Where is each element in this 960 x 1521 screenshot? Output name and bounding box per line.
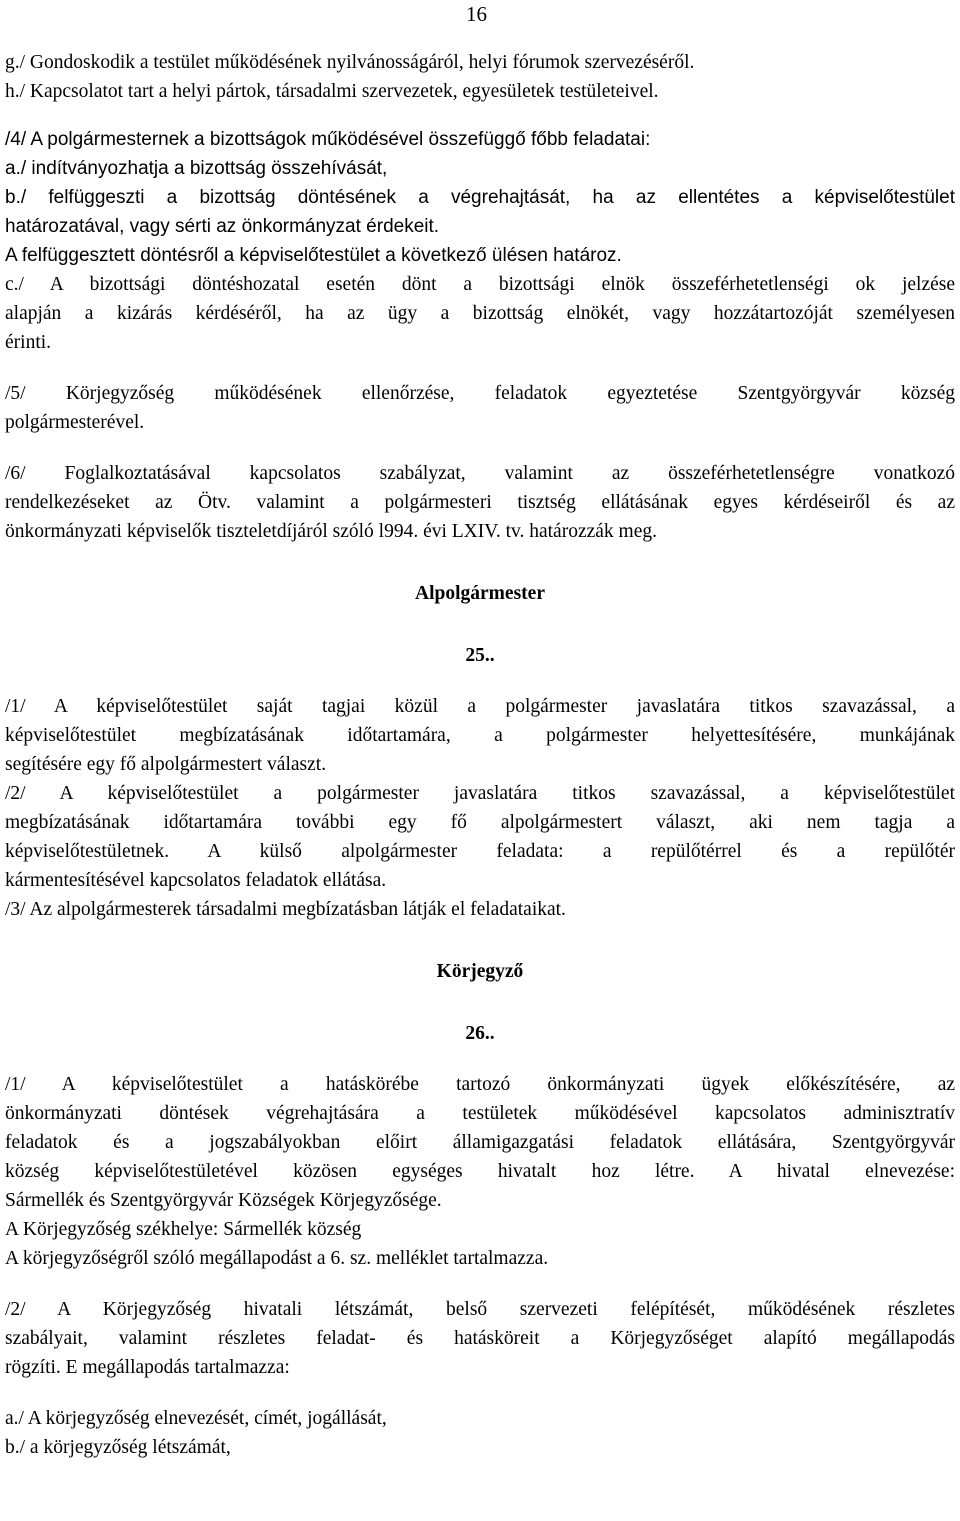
sec24-item-h: h./ Kapcsolatot tart a helyi pártok, társadalmi szervezetek, egyesületek testületeivel. [5, 81, 659, 102]
sec24-p6-line1: /6/ Foglalkoztatásával kapcsolatos szabályzat, valamint az összeférhetetlenségre vonatkozó [5, 463, 955, 484]
sec24-p4-intro: /4/ A polgármesternek a bizottságok működésével összefüggő főbb feladatai: [5, 129, 651, 150]
sec25-p2-line3: képviselőtestületnek. A külső alpolgármester feladata: a repülőtérrel és a repülőtér [5, 841, 955, 862]
sec26-p1-line4: község képviselőtestületével közösen egységes hivatalt hoz létre. A hivatal elnevezése: [5, 1161, 955, 1182]
sec26-p2-item-b: b./ a körjegyzőség létszámát, [5, 1437, 231, 1458]
sec24-p4-a: a./ indítványozhatja a bizottság összehívását, [5, 158, 388, 179]
sec24-item-g: g./ Gondoskodik a testület működésének nyilvánosságáról, helyi fórumok szervezéséről. [5, 52, 695, 73]
sec24-p4-c-line1: c./ A bizottsági döntéshozatal esetén dönt a bizottsági elnök összeférhetetlenségi ok jelzése [5, 274, 955, 295]
page-number: 16 [466, 2, 487, 26]
sec26-p1-line7: A körjegyzőségről szóló megállapodást a 6. sz. melléklet tartalmazza. [5, 1248, 549, 1269]
sec24-p4-c-line2: alapján a kizárás kérdéséről, ha az ügy a bizottság elnökét, vagy hozzátartozóját személyesen [5, 303, 955, 324]
sec26-p1-line5: Sármellék és Szentgyörgyvár Községek Körjegyzősége. [5, 1190, 442, 1211]
sec24-p4-b-line2: határozatával, vagy sérti az önkormányzat érdekeit. [5, 216, 440, 237]
sec25-p1-line3: segítésére egy fő alpolgármestert választ. [5, 754, 327, 775]
sec24-p6-line2: rendelkezéseket az Ötv. valamint a polgármesteri tisztség ellátásának egyes kérdéseiről és az [5, 492, 955, 513]
sec25-p1-line2: képviselőtestület megbízatásának időtartamára, a polgármester helyettesítésére, munkájának [5, 725, 955, 746]
sec24-p4-b-line3: A felfüggesztett döntésről a képviselőtestület a következő ülésen határoz. [5, 245, 622, 266]
sec25-p2-line4: kármentesítésével kapcsolatos feladatok ellátása. [5, 870, 387, 891]
sec25-p1-line1: /1/ A képviselőtestület saját tagjai közül a polgármester javaslatára titkos szavazással, a [5, 696, 955, 717]
sec24-p4-b-line1: b./ felfüggeszti a bizottság döntésének a végrehajtását, ha az ellentétes a képviselőtestület [5, 187, 955, 208]
sec24-p5-line2: polgármesterével. [5, 412, 145, 433]
sec26-p2-item-a: a./ A körjegyzőség elnevezését, címét, jogállását, [5, 1408, 387, 1429]
sec24-p4-c-line3: érinti. [5, 332, 52, 353]
section-heading-korjegyzo: Körjegyző [436, 961, 524, 982]
section-number-25: 25.. [465, 645, 495, 666]
document-body [5, 48, 955, 1462]
sec26-p2-line1: /2/ A Körjegyzőség hivatali létszámát, belső szervezeti felépítését, működésének részletes [5, 1299, 955, 1320]
section-number-26: 26.. [465, 1023, 495, 1044]
sec26-p1-line2: önkormányzati döntések végrehajtására a testületek működésével kapcsolatos adminisztratív [5, 1103, 955, 1124]
sec24-p6-line3: önkormányzati képviselők tiszteletdíjáról szóló l994. évi LXIV. tv. határozzák meg. [5, 521, 657, 542]
sec26-p1-line3: feladatok és a jogszabályokban előirt államigazgatási feladatok ellátására, Szentgyörgyvár [5, 1132, 955, 1153]
sec24-p5-line1: /5/ Körjegyzőség működésének ellenőrzése, feladatok egyeztetése Szentgyörgyvár község [5, 383, 955, 404]
sec26-p1-line6: A Körjegyzőség székhelye: Sármellék község [5, 1219, 362, 1240]
sec25-p2-line1: /2/ A képviselőtestület a polgármester javaslatára titkos szavazással, a képviselőtestület [5, 783, 955, 804]
sec25-p2-line2: megbízatásának időtartamára további egy fő alpolgármestert választ, aki nem tagja a [5, 812, 955, 833]
sec26-p1-line1: /1/ A képviselőtestület a hatáskörébe tartozó önkormányzati ügyek előkészítésére, az [5, 1074, 955, 1095]
sec26-p2-line2: szabályait, valamint részletes feladat- és hatásköreit a Körjegyzőséget alapító megállapodás [5, 1328, 955, 1349]
sec26-p2-line3: rögzíti. E megállapodás tartalmazza: [5, 1357, 290, 1378]
sec25-p3: /3/ Az alpolgármesterek társadalmi megbízatásban látják el feladataikat. [5, 899, 566, 920]
section-heading-alpolgarmester: Alpolgármester [415, 583, 545, 604]
